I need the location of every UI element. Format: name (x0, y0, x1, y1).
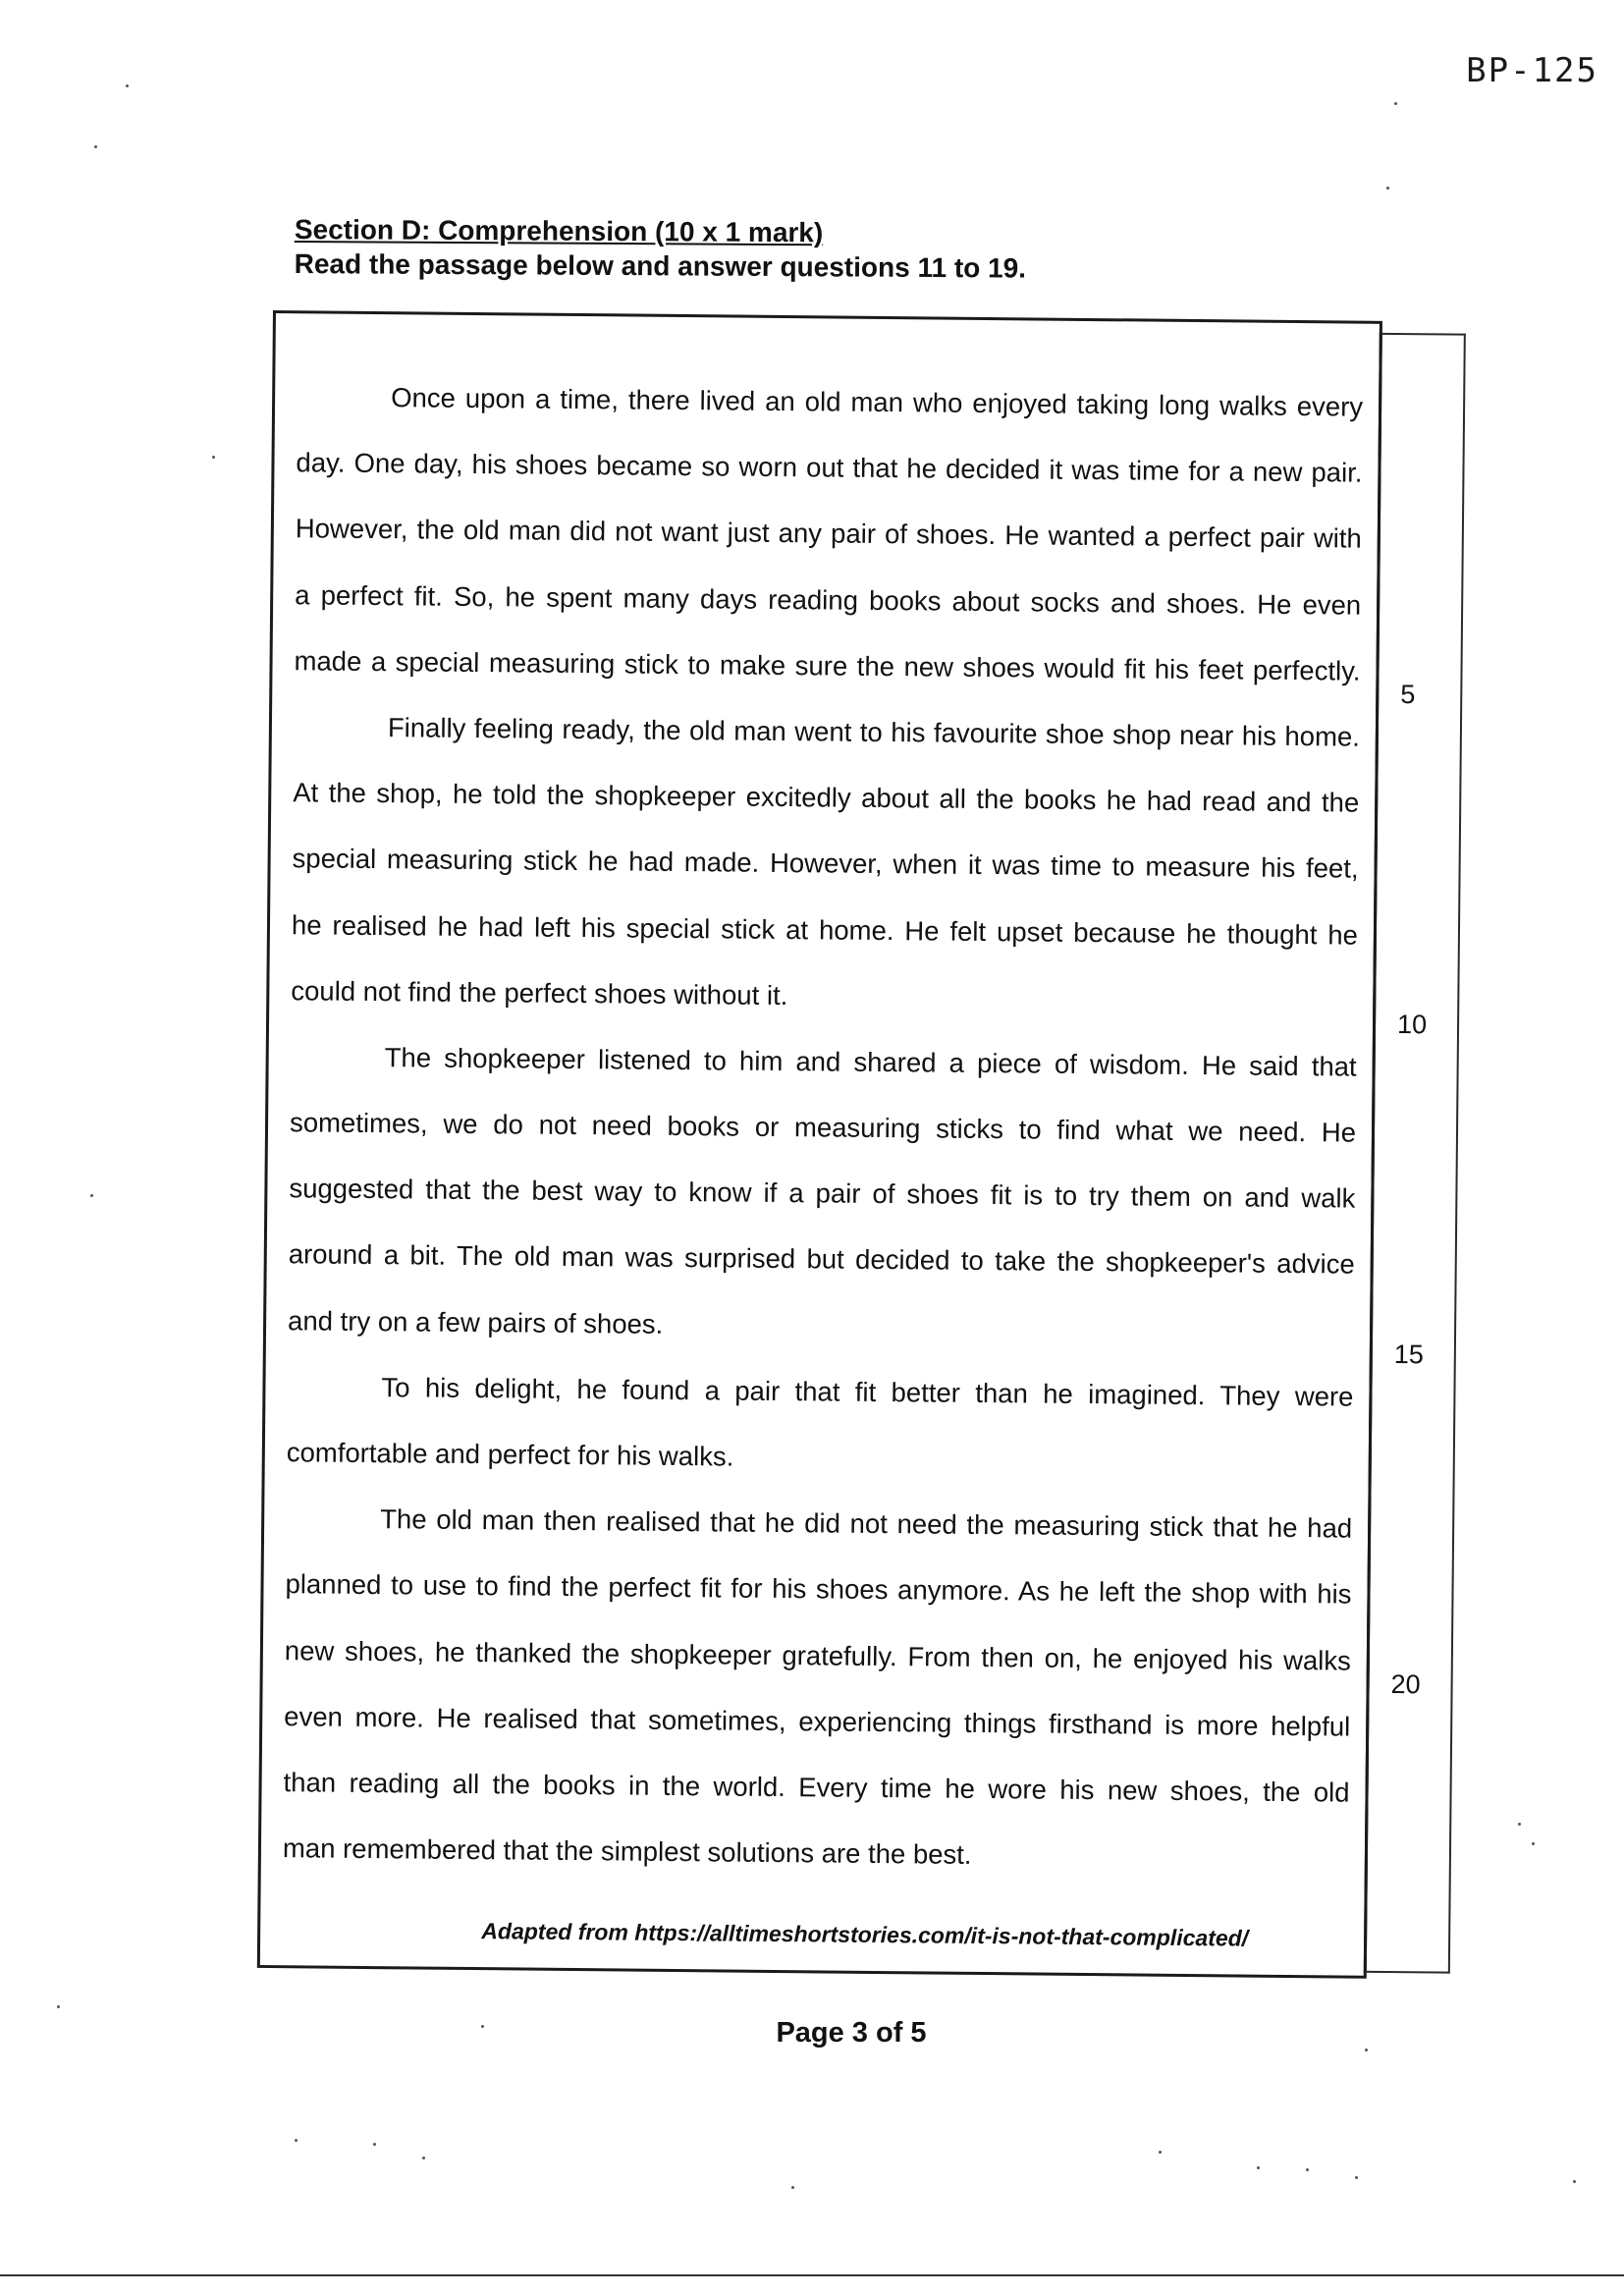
scan-speck (1306, 2168, 1309, 2171)
scan-speck (1518, 1823, 1521, 1826)
scan-speck (1257, 2166, 1260, 2169)
passage-line: made a special measuring stick to make sure the new shoes would fit his feet perfectly. (294, 644, 1361, 686)
scan-speck (90, 1194, 93, 1197)
scan-speck (373, 2143, 376, 2146)
passage-text (282, 382, 1363, 1910)
section-instruction: Read the passage below and answer questions 11 to 19. (294, 247, 1027, 284)
document-code: BP-125 (1466, 51, 1598, 90)
passage-line: and try on a few pairs of shoes. (287, 1304, 664, 1339)
passage-line: even more. He realised that sometimes, experiencing things firsthand is more helpful (284, 1700, 1351, 1742)
section-title: Section D: Comprehension (10 x 1 mark) (294, 213, 824, 248)
scan-speck (422, 2157, 425, 2159)
passage-line: comfortable and perfect for his walks. (286, 1437, 734, 1472)
scan-speck (791, 2186, 794, 2189)
passage-line: planned to use to find the perfect fit for his shoes anymore. As he left the shop with his (285, 1568, 1352, 1610)
line-number-10: 10 (1396, 1010, 1428, 1040)
scan-speck (1159, 2151, 1162, 2154)
passage-line: To his delight, he found a pair that fit better than he imagined. They were (381, 1371, 1354, 1412)
line-number-15: 15 (1393, 1339, 1425, 1370)
line-number-5: 5 (1400, 680, 1416, 710)
scan-speck (481, 2025, 484, 2028)
scan-speck (94, 145, 97, 148)
scan-speck (1573, 2180, 1576, 2183)
source-citation: Adapted from https://alltimeshortstories.com/it-is-not-that-complicated/ (481, 1918, 1249, 1951)
passage-line: Finally feeling ready, the old man went to his favourite shoe shop near his home. (387, 712, 1361, 752)
scan-speck (1365, 2049, 1368, 2051)
passage-line: day. One day, his shoes became so worn out that he decided it was time for a new pair. (296, 447, 1363, 488)
line-number-20: 20 (1390, 1668, 1421, 1700)
passage-line: could not find the perfect shoes without it. (291, 974, 788, 1011)
passage-frame (257, 310, 1469, 1980)
scan-speck (212, 456, 215, 459)
scan-speck (295, 2139, 298, 2142)
scan-speck (57, 2005, 60, 2008)
passage-line: man remembered that the simplest solutions are the best. (282, 1832, 972, 1871)
passage-line: The shopkeeper listened to him and shared a piece of wisdom. He said that (384, 1042, 1357, 1082)
passage-line: At the shop, he told the shopkeeper excitedly about all the books he had read and the (293, 777, 1360, 818)
passage-line: sometimes, we do not need books or measuring sticks to find what we need. He (289, 1107, 1357, 1148)
scan-bottom-rule (0, 2274, 1624, 2276)
scan-speck (1386, 187, 1389, 190)
section-heading (295, 212, 1027, 286)
passage-line: The old man then realised that he did not need the measuring stick that he had (380, 1503, 1353, 1544)
scan-speck (1394, 102, 1397, 105)
passage-line: new shoes, he thanked the shopkeeper gratefully. From then on, he enjoyed his walks (284, 1634, 1352, 1676)
scan-speck (126, 84, 129, 87)
passage-line: special measuring stick he had made. However, when it was time to measure his feet, (292, 843, 1359, 884)
scan-speck (1355, 2176, 1358, 2179)
scan-speck (1532, 1842, 1535, 1845)
passage-line: than reading all the books in the world. Every time he wore his new shoes, the old (283, 1767, 1350, 1808)
passage-line: around a bit. The old man was surprised but decided to take the shopkeeper's advice (288, 1238, 1355, 1281)
page-number: Page 3 of 5 (776, 2017, 927, 2049)
passage-line: he realised he had left his special stick at home. He felt upset because he thought he (291, 908, 1359, 951)
line-number-column (1364, 333, 1466, 1974)
passage-box (257, 310, 1382, 1979)
passage-line: a perfect fit. So, he spent many days reading books about socks and shoes. He even (295, 578, 1362, 621)
passage-line: Once upon a time, there lived an old man who enjoyed taking long walks every (391, 382, 1364, 422)
passage-line: However, the old man did not want just any pair of shoes. He wanted a perfect pair with (295, 513, 1362, 555)
passage-line: suggested that the best way to know if a pair of shoes fit is to try them on and walk (289, 1173, 1356, 1214)
